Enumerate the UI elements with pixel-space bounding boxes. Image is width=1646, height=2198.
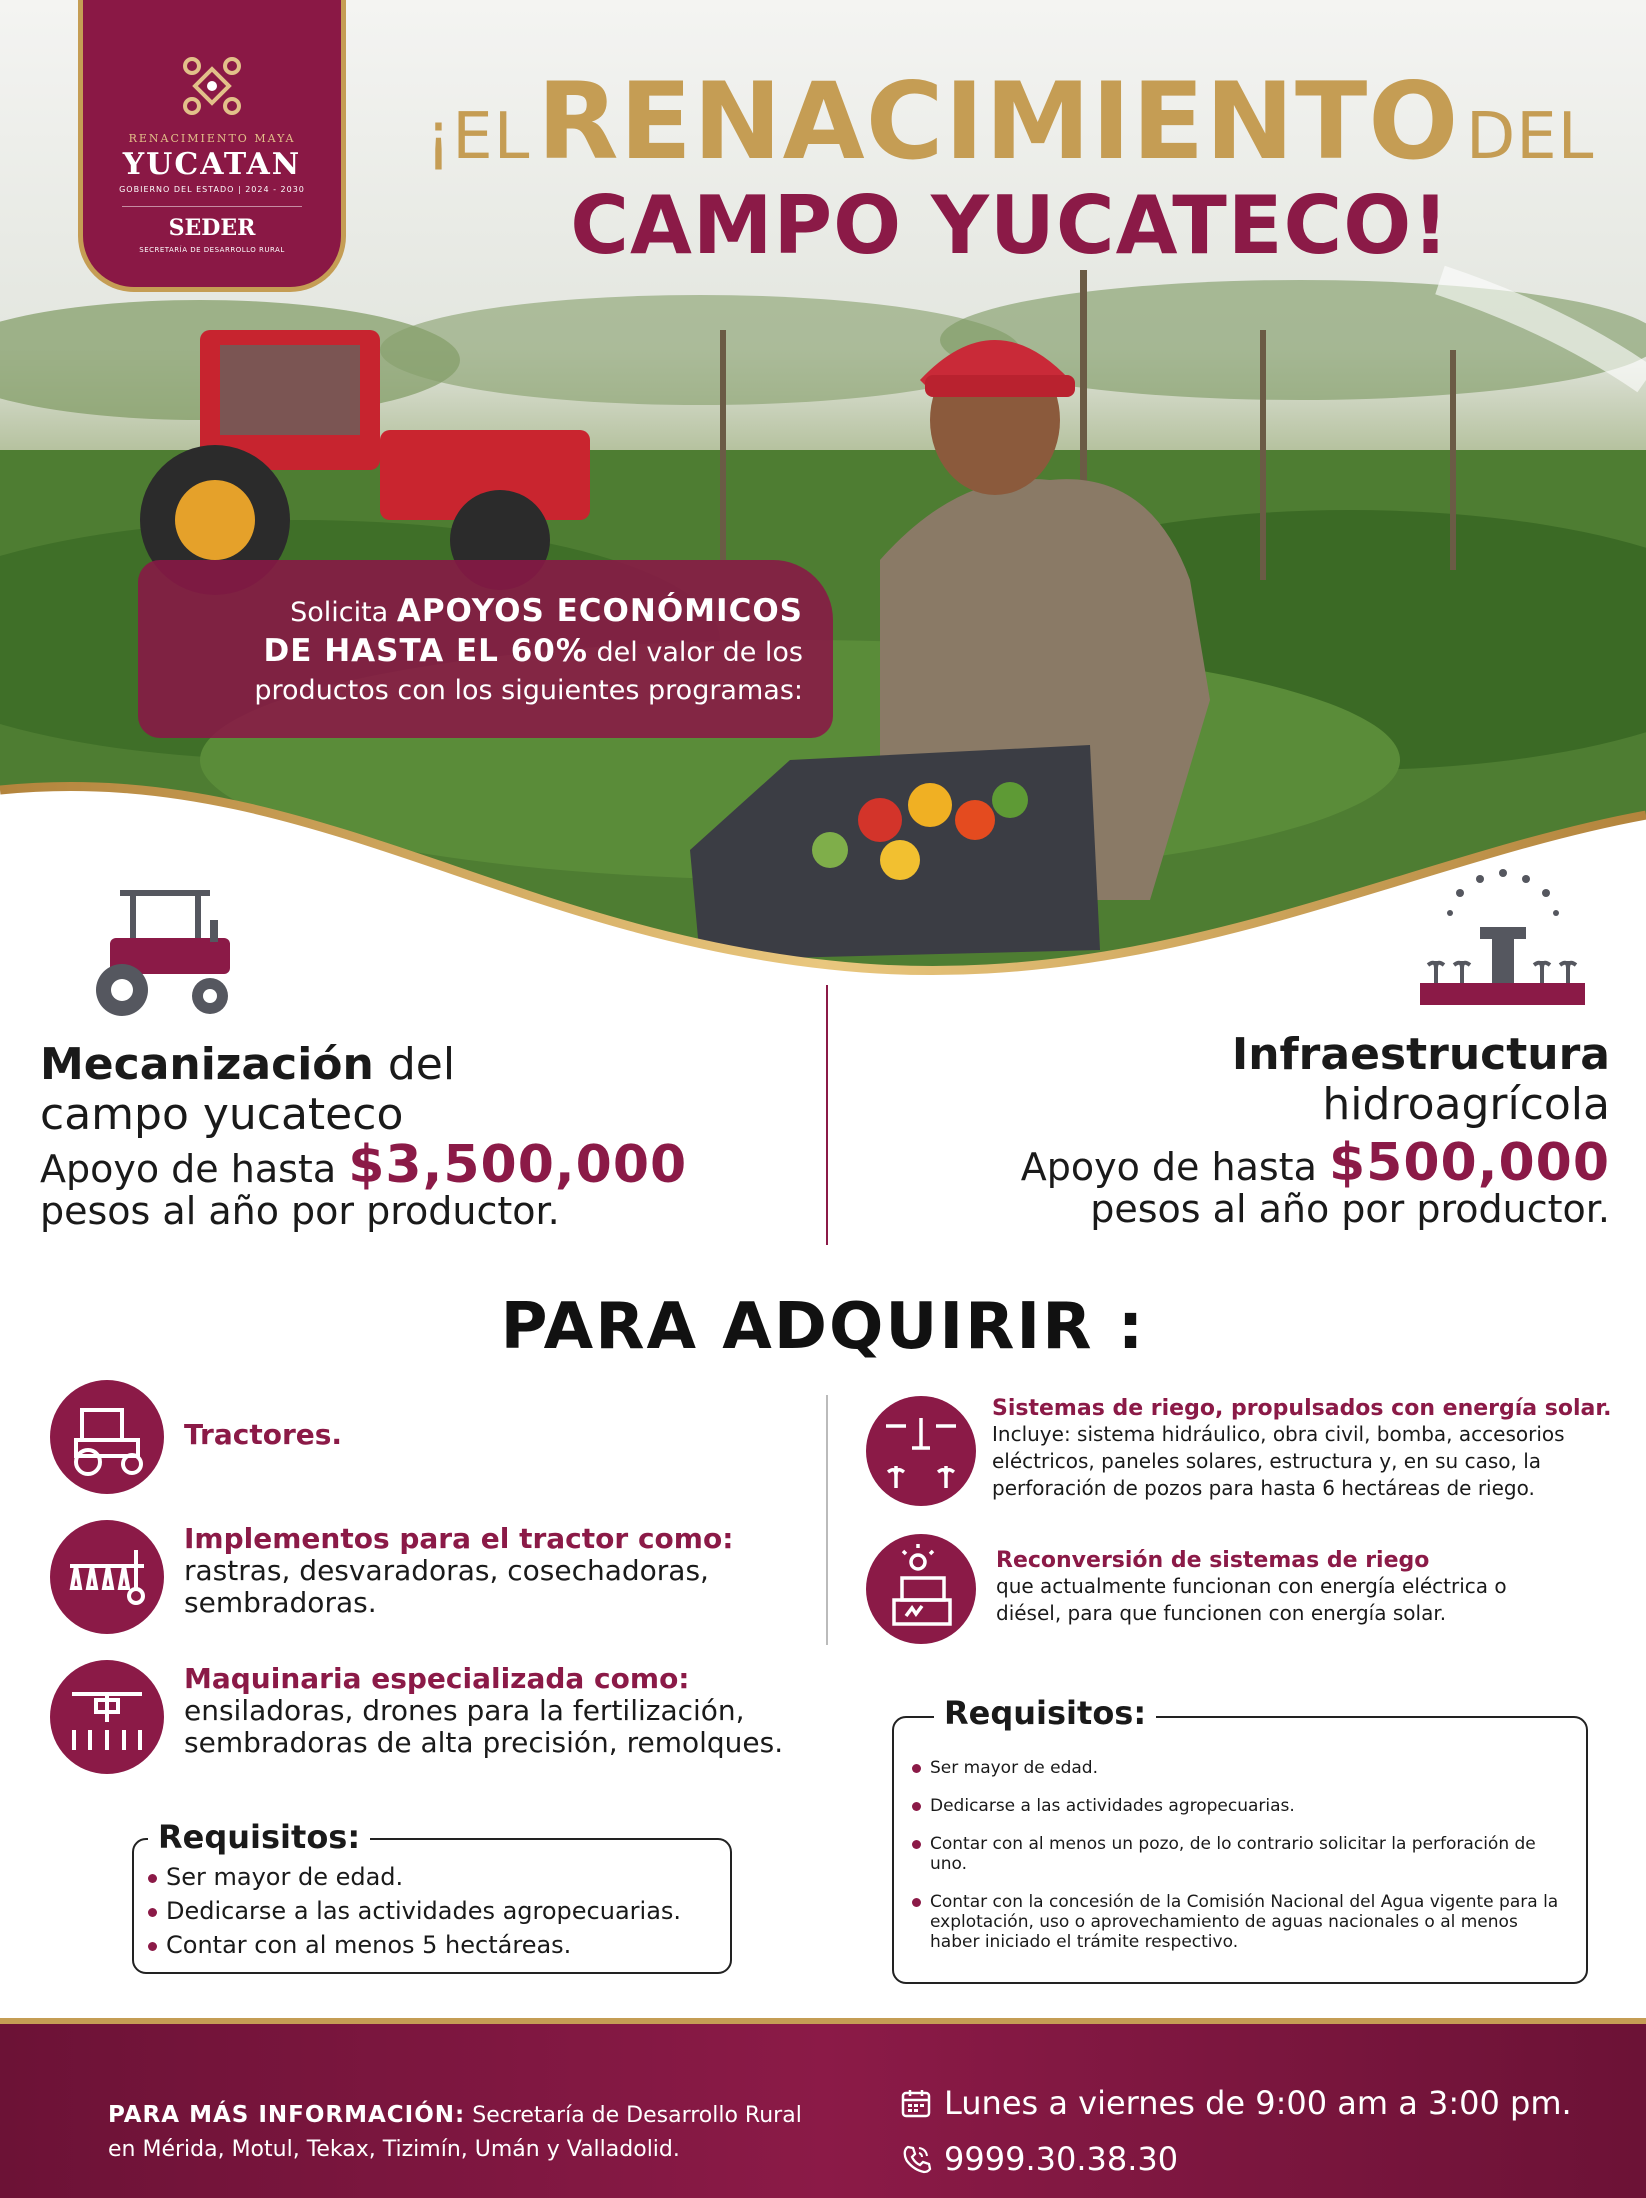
- solar-conversion-icon: [866, 1534, 976, 1644]
- item-desc: Incluye: sistema hidráulico, obra civil, bomba, accesorios eléctricos, paneles solares, estructura y, en su caso, la perforación de pozos para hasta 6 hectáreas de riego.: [992, 1422, 1565, 1500]
- footer-info-text: Secretaría de Desarrollo Rural en Mérida, Motul, Tekax, Tizimín, Umán y Valladolid.: [108, 2103, 802, 2162]
- requirements-right: [892, 1694, 1588, 1984]
- program-left-title: Mecanización: [40, 1039, 374, 1090]
- requirement-item: Contar con la concesión de la Comisión Nacional del Agua vigente para la explotación, uso o aprovechamiento de aguas nacionales o al menos haber iniciado el trámite respectivo.: [912, 1892, 1562, 1952]
- title-main: RENACIMIENTO: [536, 60, 1460, 183]
- promo-highlight-2: DE HASTA EL 60%: [263, 633, 588, 669]
- promo-lead: Solicita: [290, 597, 389, 628]
- footer-hours: [900, 2084, 1572, 2122]
- footer-info: [108, 2098, 828, 2167]
- requirement-item: Contar con al menos 5 hectáreas.: [148, 1928, 681, 1962]
- program-left-amount: $3,500,000: [348, 1135, 688, 1195]
- promo-tail-1: del valor de los: [596, 637, 803, 668]
- footer-info-label: PARA MÁS INFORMACIÓN:: [108, 2102, 466, 2128]
- program-divider: [826, 985, 828, 1245]
- requirement-item: Ser mayor de edad.: [912, 1758, 1562, 1778]
- requirement-item: Dedicarse a las actividades agropecuarias.: [912, 1796, 1562, 1816]
- logo-agency: SEDER: [122, 206, 302, 241]
- promo-tail-2: productos con los siguientes programas:: [254, 675, 803, 706]
- requirement-item: Dedicarse a las actividades agropecuarias.: [148, 1894, 681, 1928]
- item-desc: ensiladoras, drones para la fertilización, sembradoras de alta precisión, remolques.: [184, 1694, 784, 1759]
- hero-section: [0, 0, 1646, 1000]
- page-title: [400, 60, 1620, 272]
- requirement-item: Contar con al menos un pozo, de lo contrario solicitar la perforación de uno.: [912, 1834, 1562, 1874]
- requirement-item: Ser mayor de edad.: [148, 1860, 681, 1894]
- calendar-icon: [900, 2087, 932, 2119]
- requirements-left: [132, 1818, 732, 1974]
- drone-icon: [50, 1660, 164, 1774]
- item-title: Sistemas de riego, propulsados con energía solar.: [992, 1396, 1612, 1421]
- phone-icon: [900, 2143, 932, 2175]
- program-left-amount-prefix: Apoyo de hasta: [40, 1147, 337, 1191]
- item-title: Tractores.: [184, 1418, 343, 1451]
- maya-emblem-icon: [180, 54, 244, 118]
- requirements-heading: Requisitos:: [148, 1818, 370, 1856]
- tractor-icon: [80, 880, 240, 1020]
- item-title: Implementos para el tractor como:: [184, 1522, 734, 1555]
- logo-tagline: RENACIMIENTO MAYA: [128, 132, 296, 145]
- footer-phone[interactable]: [900, 2140, 1178, 2178]
- footer: [0, 2018, 1646, 2198]
- program-mechanization: [40, 1040, 800, 1234]
- logo-agency-full: SECRETARÍA DE DESARROLLO RURAL: [139, 246, 285, 254]
- tractor-icon: [50, 1380, 164, 1494]
- seder-logo: [78, 0, 346, 292]
- program-right-amount-prefix: Apoyo de hasta: [1020, 1145, 1317, 1189]
- item-title: Maquinaria especializada como:: [184, 1662, 690, 1695]
- program-right-title: Infraestructura: [1231, 1029, 1610, 1080]
- promo-callout: [138, 560, 833, 738]
- footer-hours-text: Lunes a viernes de 9:00 am a 3:00 pm.: [944, 2084, 1572, 2122]
- irrigation-sprinkler-icon: [1420, 865, 1590, 1005]
- program-right-subtitle: hidroagrícola: [1322, 1079, 1610, 1130]
- program-hydro: [880, 1030, 1610, 1232]
- section-heading: PARA ADQUIRIR :: [500, 1290, 1146, 1364]
- logo-government: GOBIERNO DEL ESTADO | 2024 - 2030: [119, 185, 305, 194]
- requirements-rule: [1184, 1716, 1564, 1718]
- title-suffix: DEL: [1466, 100, 1595, 174]
- item-title: Reconversión de sistemas de riego: [996, 1548, 1430, 1573]
- title-line2: CAMPO YUCATECO!: [570, 179, 1450, 272]
- program-left-amount-suffix: pesos al año por productor.: [40, 1189, 560, 1233]
- promo-highlight-1: APOYOS ECONÓMICOS: [396, 593, 803, 629]
- footer-phone-number[interactable]: 9999.30.38.30: [944, 2140, 1179, 2178]
- program-left-title-rest: del: [387, 1039, 456, 1090]
- program-right-amount: $500,000: [1328, 1133, 1610, 1193]
- item-desc: rastras, desvaradoras, cosechadoras, sembradoras.: [184, 1554, 709, 1619]
- requirements-heading: Requisitos:: [934, 1694, 1156, 1732]
- title-prefix: ¡EL: [425, 100, 531, 174]
- items-divider: [826, 1395, 828, 1645]
- logo-state-name: YUCATAN: [122, 147, 302, 182]
- program-right-amount-suffix: pesos al año por productor.: [1090, 1187, 1610, 1231]
- solar-irrigation-icon: [866, 1396, 976, 1506]
- program-left-subtitle: campo yucateco: [40, 1089, 404, 1140]
- harrow-icon: [50, 1520, 164, 1634]
- item-desc: que actualmente funcionan con energía eléctrica o diésel, para que funcionen con energía solar.: [996, 1574, 1507, 1625]
